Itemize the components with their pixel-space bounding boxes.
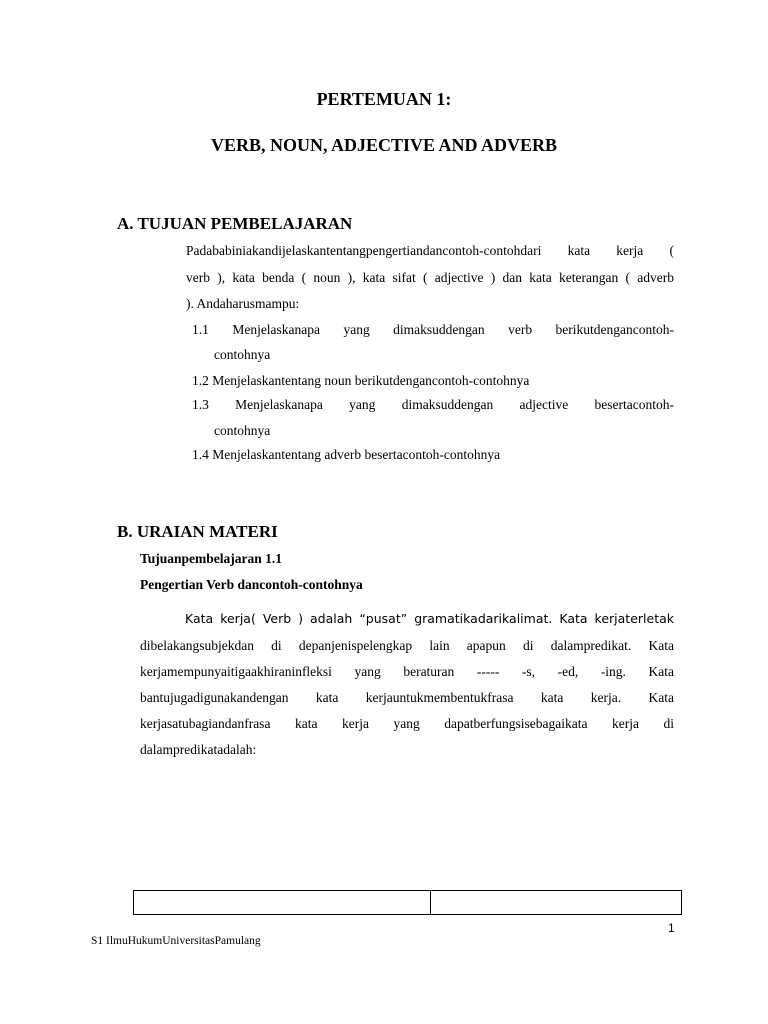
intro-line: ). Andaharusmampu: <box>186 296 300 311</box>
objective-1-1: 1.1 Menjelaskanapa yang dimaksuddengan verb berikutdengancontoh- <box>192 322 674 337</box>
section-b-heading: B. URAIAN MATERI <box>117 522 278 541</box>
subheading-verb-definition: Pengertian Verb dancontoh-contohnya <box>140 577 363 592</box>
table-header-row <box>133 890 682 915</box>
page-number: 1 <box>668 921 675 935</box>
objective-1-2: 1.2 Menjelaskantentang noun berikutdengancontoh-contohnya <box>192 373 530 388</box>
paragraph-line: dibelakangsubjekdan di depanjenispelengkap lain apapun di dalampredikat. Kata <box>140 638 674 653</box>
subheading-objective: Tujuanpembelajaran 1.1 <box>140 551 283 566</box>
table-column-divider <box>430 891 431 914</box>
objective-1-3-continued: contohnya <box>214 423 271 438</box>
objective-1-1-continued: contohnya <box>214 347 271 362</box>
footer-institution: S1 IlmuHukumUniversitasPamulang <box>91 935 261 947</box>
intro-line: verb ), kata benda ( noun ), kata sifat ( adjective ) dan kata keterangan ( adverb <box>186 270 674 285</box>
section-a-heading: A. TUJUAN PEMBELAJARAN <box>117 214 353 233</box>
paragraph-line: kerjamempunyaitigaakhiraninfleksi yang beraturan ----- -s, -ed, -ing. Kata <box>140 664 674 679</box>
paragraph-line: kerjasatubagiandanfrasa kata kerja yang dapatberfungsisebagaikata kerja di <box>140 716 674 731</box>
paragraph-line: dalampredikatadalah: <box>140 742 257 757</box>
intro-line: Padababiniakandijelaskantentangpengertiandancontoh-contohdari kata kerja ( <box>186 243 674 258</box>
page-title: PERTEMUAN 1: <box>316 89 452 109</box>
paragraph-line: Kata kerja( Verb ) adalah “pusat” gramatikadarikalimat. Kata kerjaterletak <box>185 611 674 626</box>
objective-1-4: 1.4 Menjelaskantentang adverb besertacontoh-contohnya <box>192 447 501 462</box>
paragraph-line: bantujugadigunakandengan kata kerjauntukmembentukfrasa kata kerja. Kata <box>140 690 674 705</box>
objective-1-3: 1.3 Menjelaskanapa yang dimaksuddengan adjective besertacontoh- <box>192 397 674 412</box>
page-subtitle: VERB, NOUN, ADJECTIVE AND ADVERB <box>210 135 558 155</box>
